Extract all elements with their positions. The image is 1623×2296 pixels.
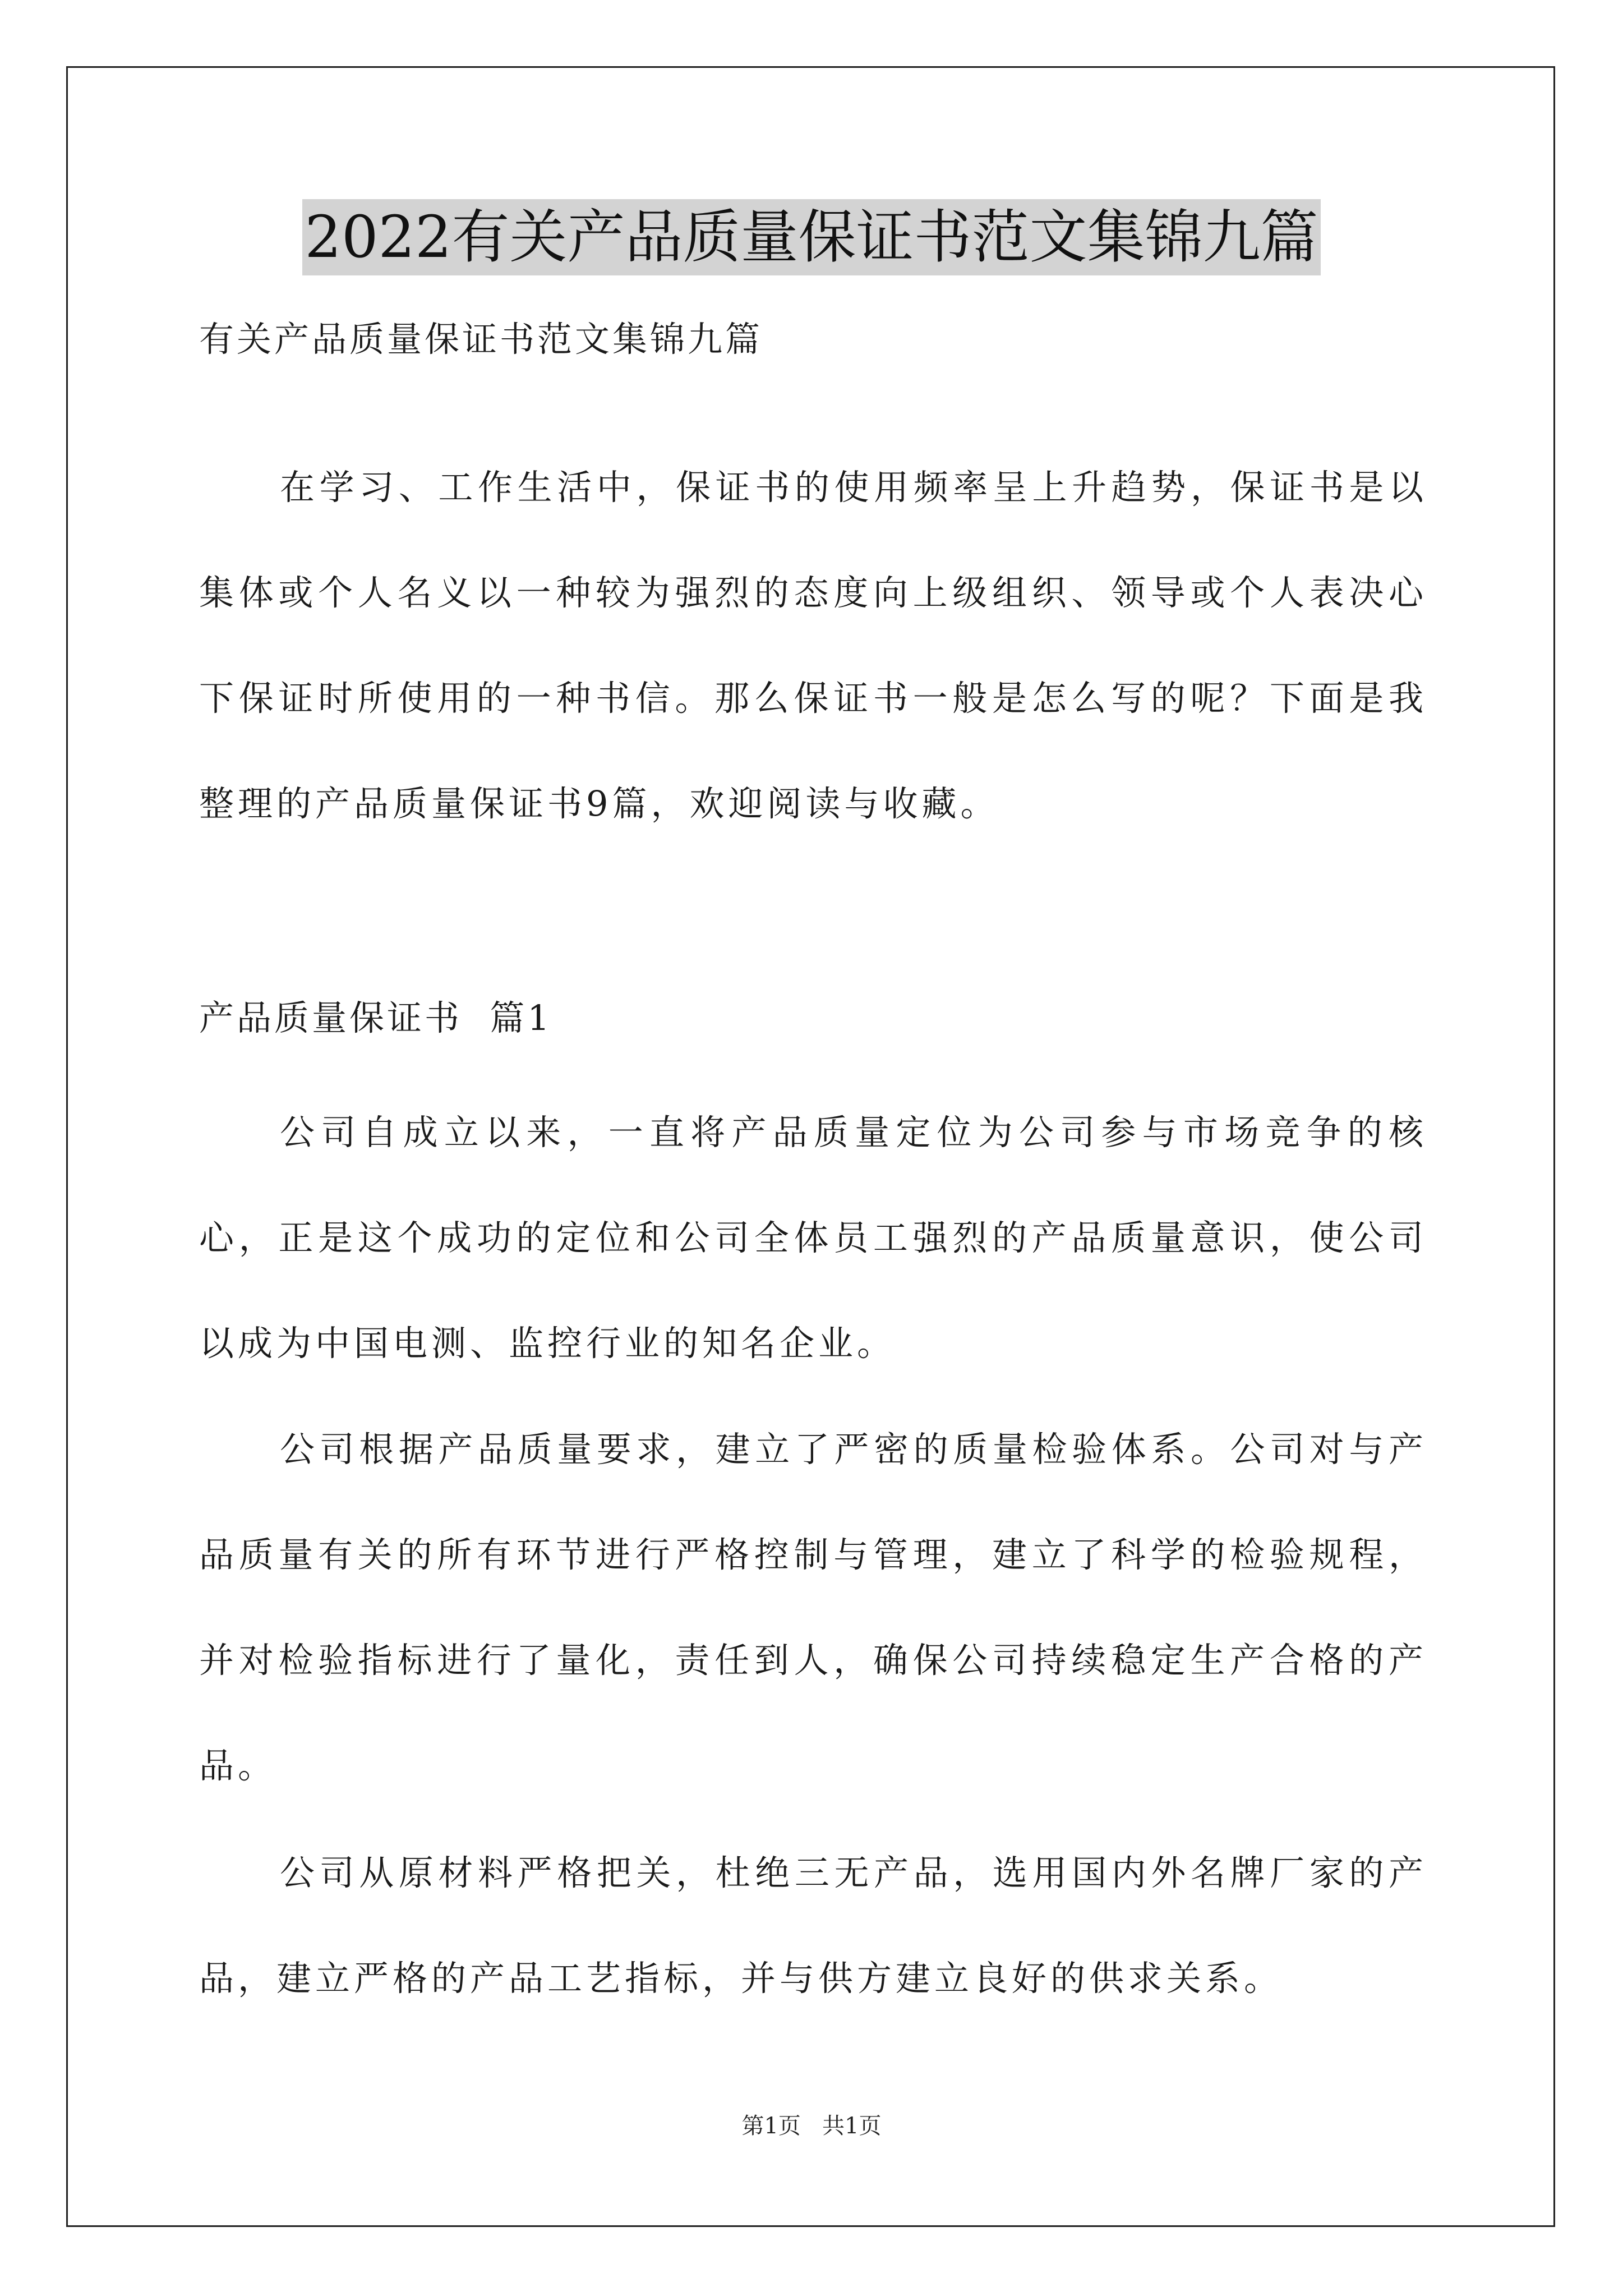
title-container (0, 199, 1623, 275)
document-title: 2022有关产品质量保证书范文集锦九篇 (302, 199, 1320, 275)
section-heading: 产品质量保证书 篇1 (199, 997, 552, 1038)
document-subtitle: 有关产品质量保证书范文集锦九篇 (199, 319, 763, 360)
intro-paragraph: 在学习、工作生活中，保证书的使用频率呈上升趋势，保证书是以集体或个人名义以一种较为强烈的态度向上级组织、领导或个人表决心下保证时所使用的一种书信。那么保证书一般是怎么写的呢？下面是我整理的产品质量保证书9篇，欢迎阅读与收藏。 (199, 467, 1427, 824)
body-paragraph-1: 公司自成立以来，一直将产品质量定位为公司参与市场竞争的核心，正是这个成功的定位和公司全体员工强烈的产品质量意识，使公司以成为中国电测、监控行业的知名企业。 (199, 1112, 1427, 1364)
body-paragraph-2: 公司根据产品质量要求，建立了严密的质量检验体系。公司对与产品质量有关的所有环节进行严格控制与管理，建立了科学的检验规程，并对检验指标进行了量化，责任到人，确保公司持续稳定生产合格的产品。 (199, 1429, 1427, 1786)
page-footer: 第1页 共1页 (741, 2113, 882, 2139)
body-paragraph-3: 公司从原材料严格把关，杜绝三无产品，选用国内外名牌厂家的产品，建立严格的产品工艺指标，并与供方建立良好的供求关系。 (199, 1852, 1427, 1999)
